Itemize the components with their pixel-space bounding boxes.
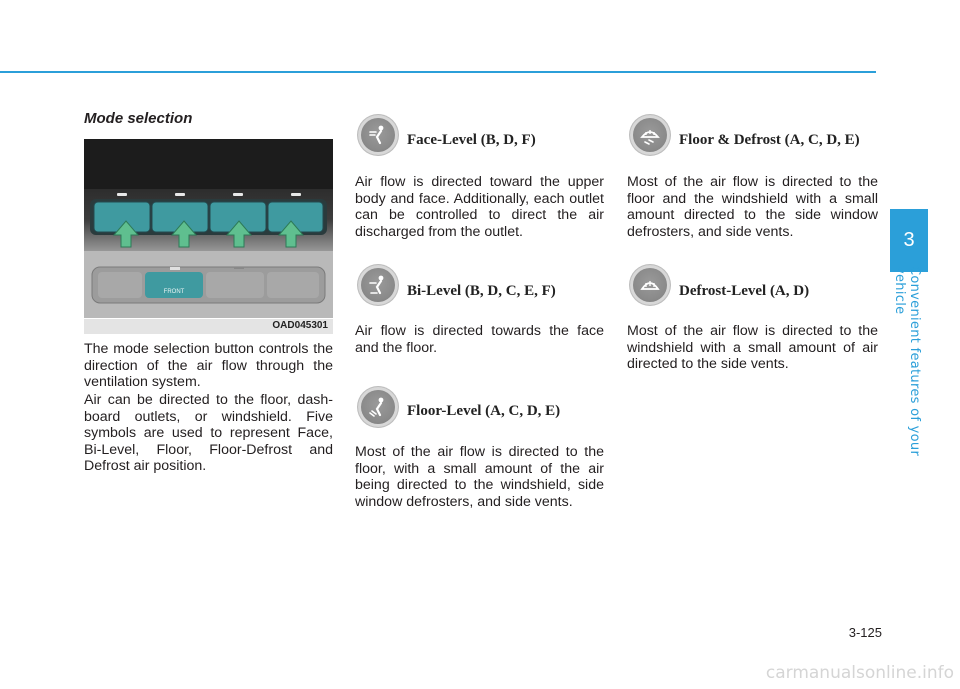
image-caption: OAD045301 xyxy=(272,320,328,331)
chapter-title: Convenient features of your vehicle xyxy=(892,266,922,457)
watermark: carmanualsonline.info xyxy=(765,663,954,683)
bi-level-heading: Bi-Level (B, D, C, E, F) xyxy=(407,283,556,299)
page-number: 3-125 xyxy=(848,625,882,640)
intro-paragraph-2: Air can be directed to the floor, dash-board outlets, or windshield. Five symbols are used to represent Face, Bi-Level, Floor, Floor-Defrost and Defrost air position. xyxy=(84,392,333,474)
floor-level-icon xyxy=(358,387,398,427)
floor-defrost-heading: Floor & Defrost (A, C, D, E) xyxy=(679,132,860,148)
defrost-level-text: Most of the air flow is directed to the windshield with a small amount of air directed to the side vents. xyxy=(627,323,878,372)
image-caption-bar xyxy=(84,319,333,334)
intro-paragraph-1: The mode selection button controls the direction of the air flow through the ventilation system. xyxy=(84,341,333,390)
header-rule xyxy=(0,71,876,73)
defrost-level-heading: Defrost-Level (A, D) xyxy=(679,283,810,299)
face-level-text: Air flow is directed toward the upper body and face. Additionally, each outlet can be controlled to direct the air discharged from the outlet. xyxy=(355,174,604,240)
climate-control-photo xyxy=(84,139,333,318)
floor-defrost-text: Most of the air flow is directed to the floor and the windshield with a small amount directed to the side window defrosters, and side vents. xyxy=(627,174,878,240)
section-title: Mode selection xyxy=(84,110,193,127)
chapter-tab xyxy=(890,209,928,272)
bi-level-icon xyxy=(358,265,398,305)
floor-level-heading: Floor-Level (A, C, D, E) xyxy=(407,403,561,419)
front-button-label: FRONT xyxy=(163,289,185,295)
floor-level-text: Most of the air flow is directed to the floor, with a small amount of the air being directed to the windshield, side window defrosters, and side vents. xyxy=(355,444,604,510)
defrost-level-icon xyxy=(630,265,670,305)
floor-defrost-icon xyxy=(630,115,670,155)
face-level-heading: Face-Level (B, D, F) xyxy=(407,132,536,148)
bi-level-text: Air flow is directed towards the face and the floor. xyxy=(355,323,604,356)
face-level-icon xyxy=(358,115,398,155)
chapter-number: 3 xyxy=(903,229,915,251)
